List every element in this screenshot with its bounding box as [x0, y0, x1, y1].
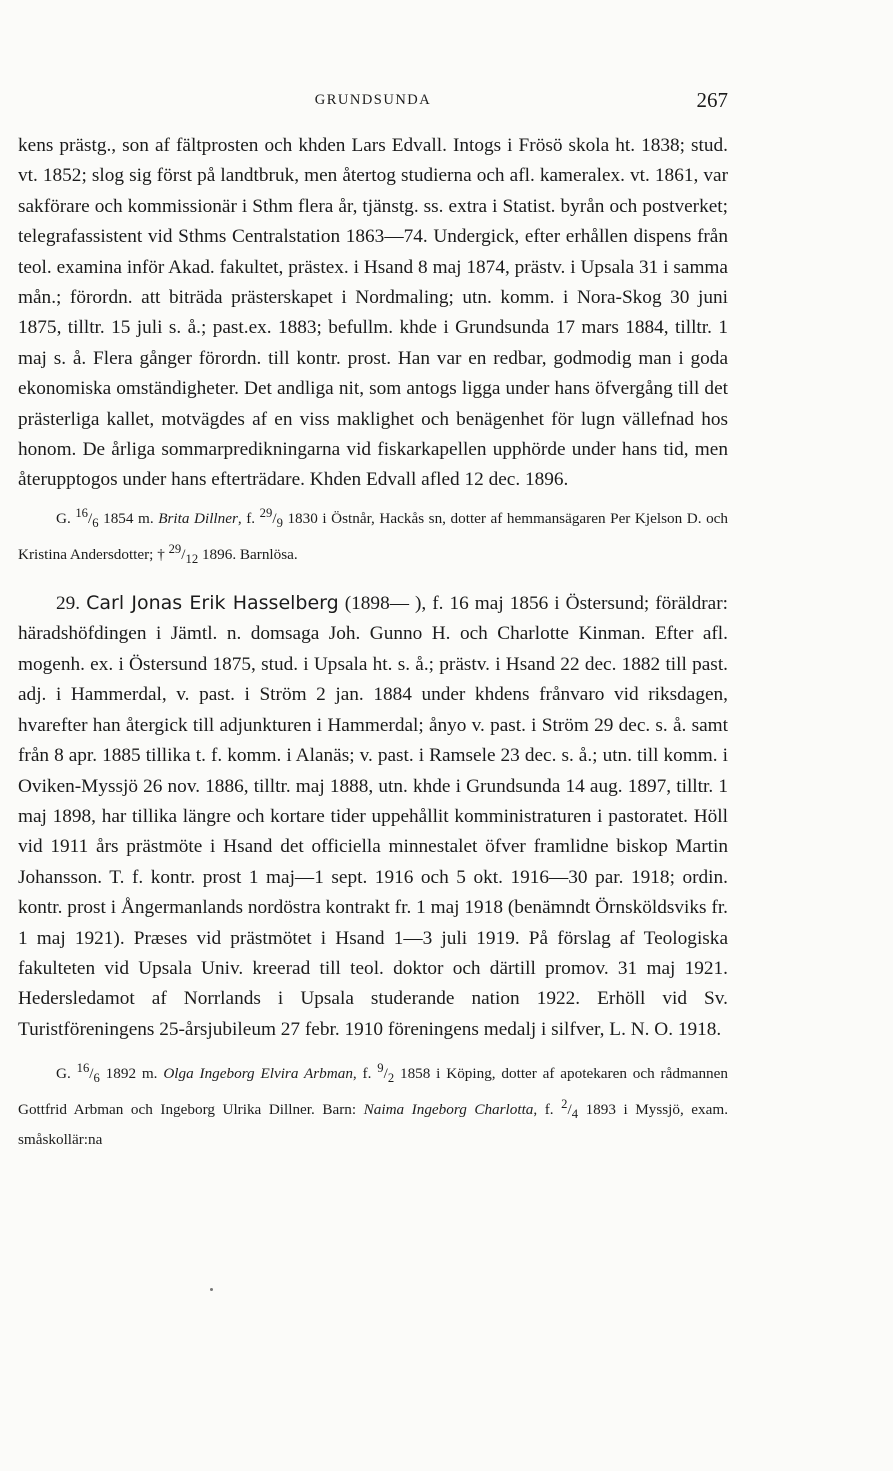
page-header [18, 88, 728, 118]
page-body [18, 131, 728, 1153]
marriage-note-1: G. $^{16}/_6$ 1854 m. Brita Dillner, f. $^{29}/_9$ 1830 i Östnår, Hackås sn, dotter af hemmansägaren Per Kjelson D. och Kristina Andersdotter; † $^{29}/_{12}$ 1896. Barnlösa. [18, 505, 728, 567]
entry-name: Carl Jonas Erik Hasselberg [86, 592, 339, 615]
child-name: Naima Ingeborg Charlotta [363, 1101, 534, 1119]
running-title: GRUNDSUNDA [314, 92, 432, 108]
print-speck [210, 1288, 213, 1291]
marriage-note-2: G. $^{16}/_6$ 1892 m. Olga Ingeborg Elvira Arbman, f. $^9/_2$ 1858 i Köping, dotter af apotekaren och rådmannen Gottfrid Arbman och Ingeborg Ulrika Dillner. Barn: Naima Ingeborg Charlotta, f. $^2/_4$ 1893 i Myssjö, exam. småskollär:na [18, 1061, 728, 1149]
spouse-name: Olga Ingeborg Elvira Arbman [163, 1065, 353, 1083]
spouse-name: Brita Dillner [158, 509, 238, 527]
page-number: 267 [696, 88, 728, 112]
entry-29: 29. Carl Jonas Erik Hasselberg (1898— ), f. 16 maj 1856 i Östersund; föräldrar: häradshöfdingen i Jämtl. n. domsaga Joh. Gunno H. och Charlotte Kinman. Efter afl. mogenh. ex. i Östersund 1875, stud. i Upsala ht. s. å.; prästv. i Hsand 22 dec. 1882 till past. adj. i Hammerdal, v. past. i Ström 2 jan. 1884 under khdens frånvaro vid riksdagen, hvarefter han återgick till adjunkturen i Hammerdal; ånyo v. past. i Ström 29 dec. s. å. samt från 8 apr. 1885 tillika t. f. komm. i Alanäs; v. past. i Ramsele 23 dec. s. å.; utn. till komm. i Oviken-Myssjö 26 nov. 1886, tilltr. maj 1888, utn. khde i Grundsunda 14 aug. 1897, tilltr. 1 maj 1898, har tillika längre och kortare tider uppehållit komministraturen i pastoratet. Höll vid 1911 års prästmöte i Hsand det officiella minnestalet öfver framlidne biskop Martin Johansson. T. f. kontr. prost 1 maj—1 sept. 1916 och 5 okt. 1916—30 par. 1918; ordin. kontr. prost i Ångermanlands nordöstra kontrakt fr. 1 maj 1918 (benämndt Örnsköldsviks fr. 1 maj 1921). Præses vid prästmötet i Hsand 1—3 juli 1919. På förslag af Teologiska fakulteten vid Upsala Univ. kreerad till teol. doktor och därtill promov. 31 maj 1921. Hedersledamot af Norrlands i Upsala studerande nation 1922. Erhöll vid Sv. Turistföreningens 25-årsjubileum 27 febr. 1910 föreningens medalj i silfver, L. N. O. 1918. [18, 592, 729, 1040]
continuation-paragraph: kens prästg., son af fältprosten och khden Lars Edvall. Intogs i Frösö skola ht. 1838; stud. vt. 1852; slog sig först på landtbruk, men återtog studierna och afl. kameralex. vt. 1861, var sakförare och kommissionär i Sthm flera år, tjänstg. ss. extra i Statist. byrån och postverket; telegrafassistent vid Sthms Centralstation 1863—74. Undergick, efter erhållen dispens från teol. examina inför Akad. fakultet, prästex. i Hsand 8 maj 1874, prästv. i Upsala 31 i samma mån.; förordn. att biträda prästerskapet i Nordmaling; utn. komm. i Nora-Skog 30 juni 1875, tilltr. 15 juli s. å.; past.ex. 1883; befullm. khde i Grundsunda 17 mars 1884, tilltr. 1 maj s. å. Flera gånger förordn. till kontr. prost. Han var en redbar, godmodig man i goda ekonomiska omständigheter. Det andliga nit, som antogs ligga under hans öfvergång till det prästerliga kallet, motvägdes af en viss maklighet och benägenhet för lugn vällefnad hos honom. De årliga sommarpredikningarna vid fiskarkapellen upphörde under hans tid, men återupptogos under hans efterträdare. Khden Edvall afled 12 dec. 1896. [18, 135, 728, 491]
entry-number: 29. [56, 593, 87, 615]
